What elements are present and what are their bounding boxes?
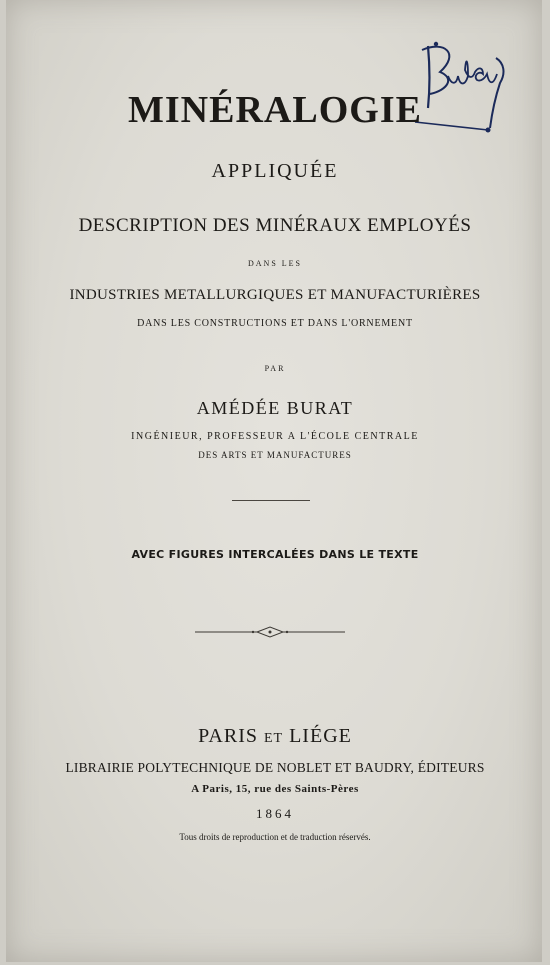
publication-city (0, 725, 550, 748)
book-subtitle: APPLIQUÉE (211, 160, 339, 182)
industries-line: INDUSTRIES METALLURGIQUES ET MANUFACTURIÈRES (69, 287, 481, 303)
par-text: PAR (264, 364, 286, 373)
city-liege: LIÉGE (289, 725, 352, 747)
rights-notice: Tous droits de reproduction et de traduction réservés. (179, 832, 371, 842)
short-divider (232, 500, 310, 501)
publisher-address: A Paris, 15, rue des Saints-Pères (191, 783, 359, 795)
city-et: ET (263, 731, 284, 746)
author-role-line1: INGÉNIEUR, PROFESSEUR A L'ÉCOLE CENTRALE (131, 431, 419, 442)
author-name: AMÉDÉE BURAT (196, 398, 354, 418)
dans-les-text: DANS LES (247, 259, 302, 268)
publisher-line: LIBRAIRIE POLYTECHNIQUE DE NOBLET ET BAUDRY, ÉDITEURS (65, 760, 485, 775)
figures-note: AVEC FIGURES INTERCALÉES DANS LE TEXTE (131, 548, 419, 561)
city-paris: PARIS (198, 725, 258, 747)
ornamental-divider (195, 624, 345, 640)
book-description: DESCRIPTION DES MINÉRAUX EMPLOYÉS (78, 215, 472, 236)
author-role-line2: DES ARTS ET MANUFACTURES (198, 450, 352, 460)
constructions-line: DANS LES CONSTRUCTIONS ET DANS L'ORNEMENT (137, 318, 413, 329)
publication-year: 1864 (256, 806, 294, 821)
book-title: MINÉRALOGIE (128, 89, 422, 131)
